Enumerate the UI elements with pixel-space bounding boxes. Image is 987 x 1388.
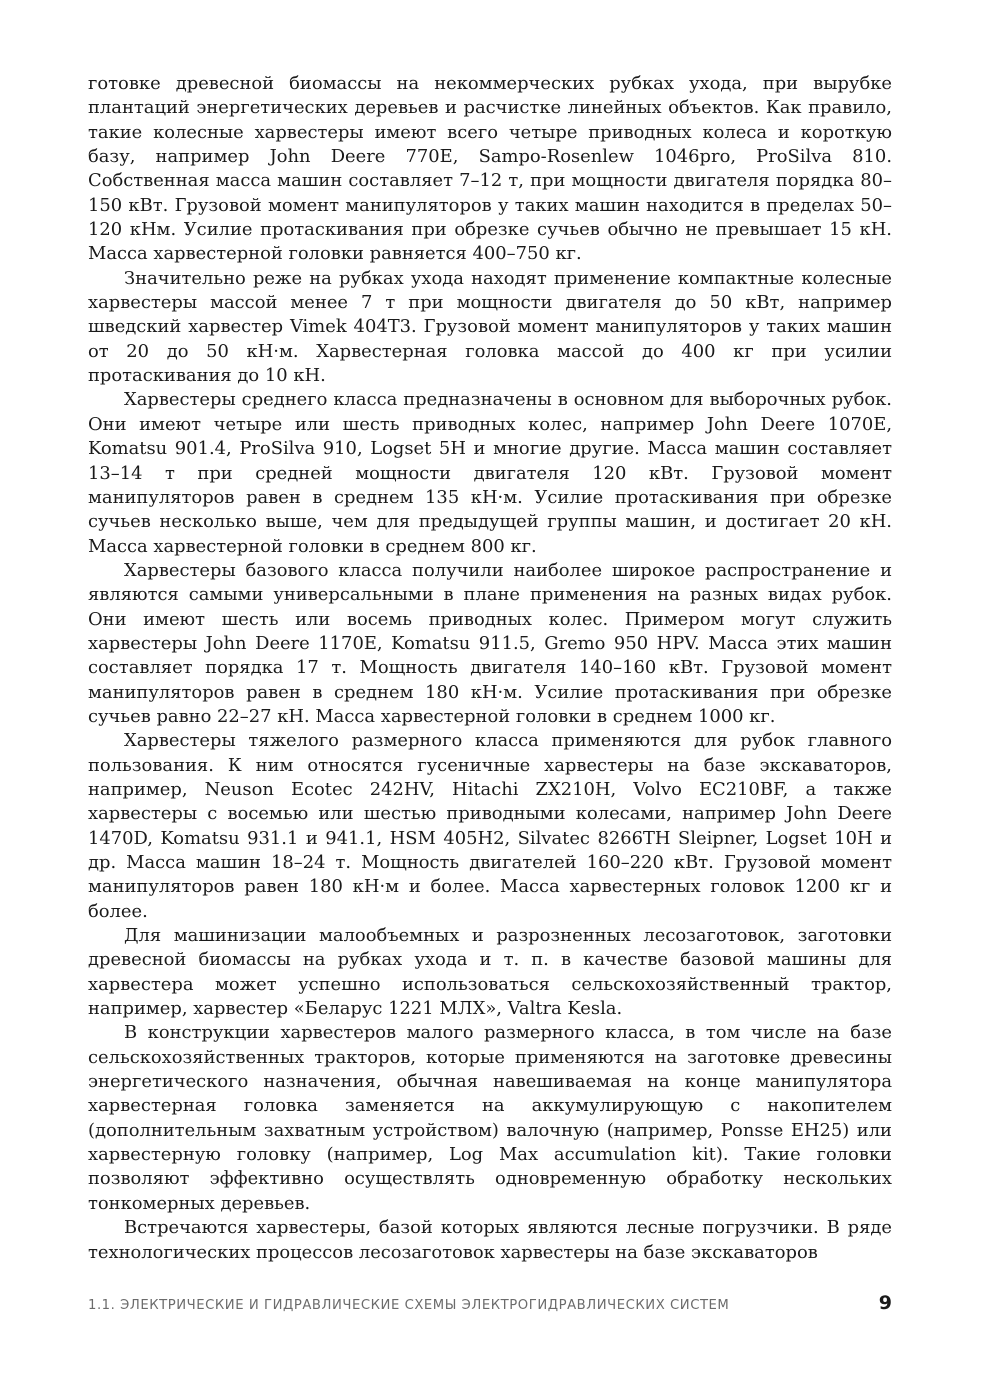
- paragraph-base-class: Харвестеры базового класса получили наиболее широкое распространение и являются самыми универсальными в плане применения на разных видах рубок. Они имеют шесть или восемь приводных колес. Примером могут служить харвестеры John Deere 1170E, Komatsu 911.5, Gremo 950 HPV. Масса этих машин составляет порядка 17 т. Мощность двигателя 140–160 кВт. Грузовой момент манипуляторов равен в среднем 180 кН·м. Усилие протаскивания при обрезке сучьев равно 22–27 кН. Масса харвестерной головки в среднем 1000 кг.: [88, 559, 892, 727]
- paragraph-heavy-class: Харвестеры тяжелого размерного класса применяются для рубок главного пользования. К ним относятся гусеничные харвестеры на базе экскаваторов, например, Neuson Ecotec 242HV, Hitachi ZX210H, Volvo EC210BF, а также харвестеры с восемью или шестью приводными колесами, например John Deere 1470D, Komatsu 931.1 и 941.1, HSM 405H2, Silvatec 8266TH Sleipner, Logset 10H и др. Масса машин 18–24 т. Мощность двигателей 160–220 кВт. Грузовой момент манипуляторов равен 180 кН·м и более. Масса харвестерных головок 1200 кг и более.: [88, 730, 892, 922]
- running-footer-section-title: 1.1. ЭЛЕКТРИЧЕСКИЕ И ГИДРАВЛИЧЕСКИЕ СХЕМЫ ЭЛЕКТРОГИДРАВЛИЧЕСКИХ СИСТЕМ: [88, 1298, 730, 1313]
- paragraph-continued: готовке древесной биомассы на некоммерческих рубках ухода, при вырубке плантаций энергетических деревьев и расчистке линейных объектов. Как правило, такие колесные харвестеры имеют всего четыре приводных колеса и короткую базу, например John Deere 770E, Sampo-Rosenlew 1046pro, ProSilva 810. Собственная масса машин составляет 7–12 т, при мощности двигателя порядка 80–150 кВт. Грузовой момент манипуляторов у таких машин находится в пределах 50–120 кНм. Усилие протаскивания при обрезке сучьев обычно не превышает 15 кН. Масса харвестерной головки равняется 400–750 кг.: [88, 73, 892, 265]
- page-number: 9: [878, 1292, 892, 1314]
- paragraph-loader-based: Встречаются харвестеры, базой которых являются лесные погрузчики. В ряде технологических процессов лесозаготовок харвестеры на базе экскаваторов: [88, 1217, 892, 1263]
- page-body: [88, 72, 892, 1265]
- paragraph-small-class-heads: В конструкции харвестеров малого размерного класса, в том числе на базе сельскохозяйственных тракторов, которые применяются на заготовке древесины энергетического назначения, обычная навешиваемая на конце манипулятора харвестерная головка заменяется на аккумулирующую с накопителем (дополнительным захватным устройством) валочную (например, Ponsse EH25) или харвестерную головку (например, Log Max accumulation kit). Такие головки позволяют эффективно осуществлять одновременную обработку нескольких тонкомерных деревьев.: [88, 1022, 892, 1214]
- paragraph-compact-harvesters: Значительно реже на рубках ухода находят применение компактные колесные харвестеры массой менее 7 т при мощности двигателя до 50 кВт, например шведский харвестер Vimek 404T3. Грузовой момент манипуляторов у таких машин от 20 до 50 кН·м. Харвестерная головка массой до 400 кг при усилии протаскивания до 10 кН.: [88, 267, 892, 387]
- paragraph-medium-class: Харвестеры среднего класса предназначены в основном для выборочных рубок. Они имеют четыре или шесть приводных колес, например John Deere 1070E, Komatsu 901.4, ProSilva 910, Logset 5H и многие другие. Масса машин составляет 13–14 т при средней мощности двигателя 120 кВт. Грузовой момент манипуляторов равен в среднем 135 кН·м. Усилие протаскивания при обрезке сучьев несколько выше, чем для предыдущей группы машин, и достигает 20 кН. Масса харвестерной головки в среднем 800 кг.: [88, 389, 892, 557]
- paragraph-agricultural-tractor: Для машинизации малообъемных и разрозненных лесозаготовок, заготовки древесной биомассы на рубках ухода и т. п. в качестве базовой машины для харвестера может успешно использоваться сельскохозяйственный трактор, например, харвестер «Беларус 1221 МЛХ», Valtra Kesla.: [88, 925, 892, 1020]
